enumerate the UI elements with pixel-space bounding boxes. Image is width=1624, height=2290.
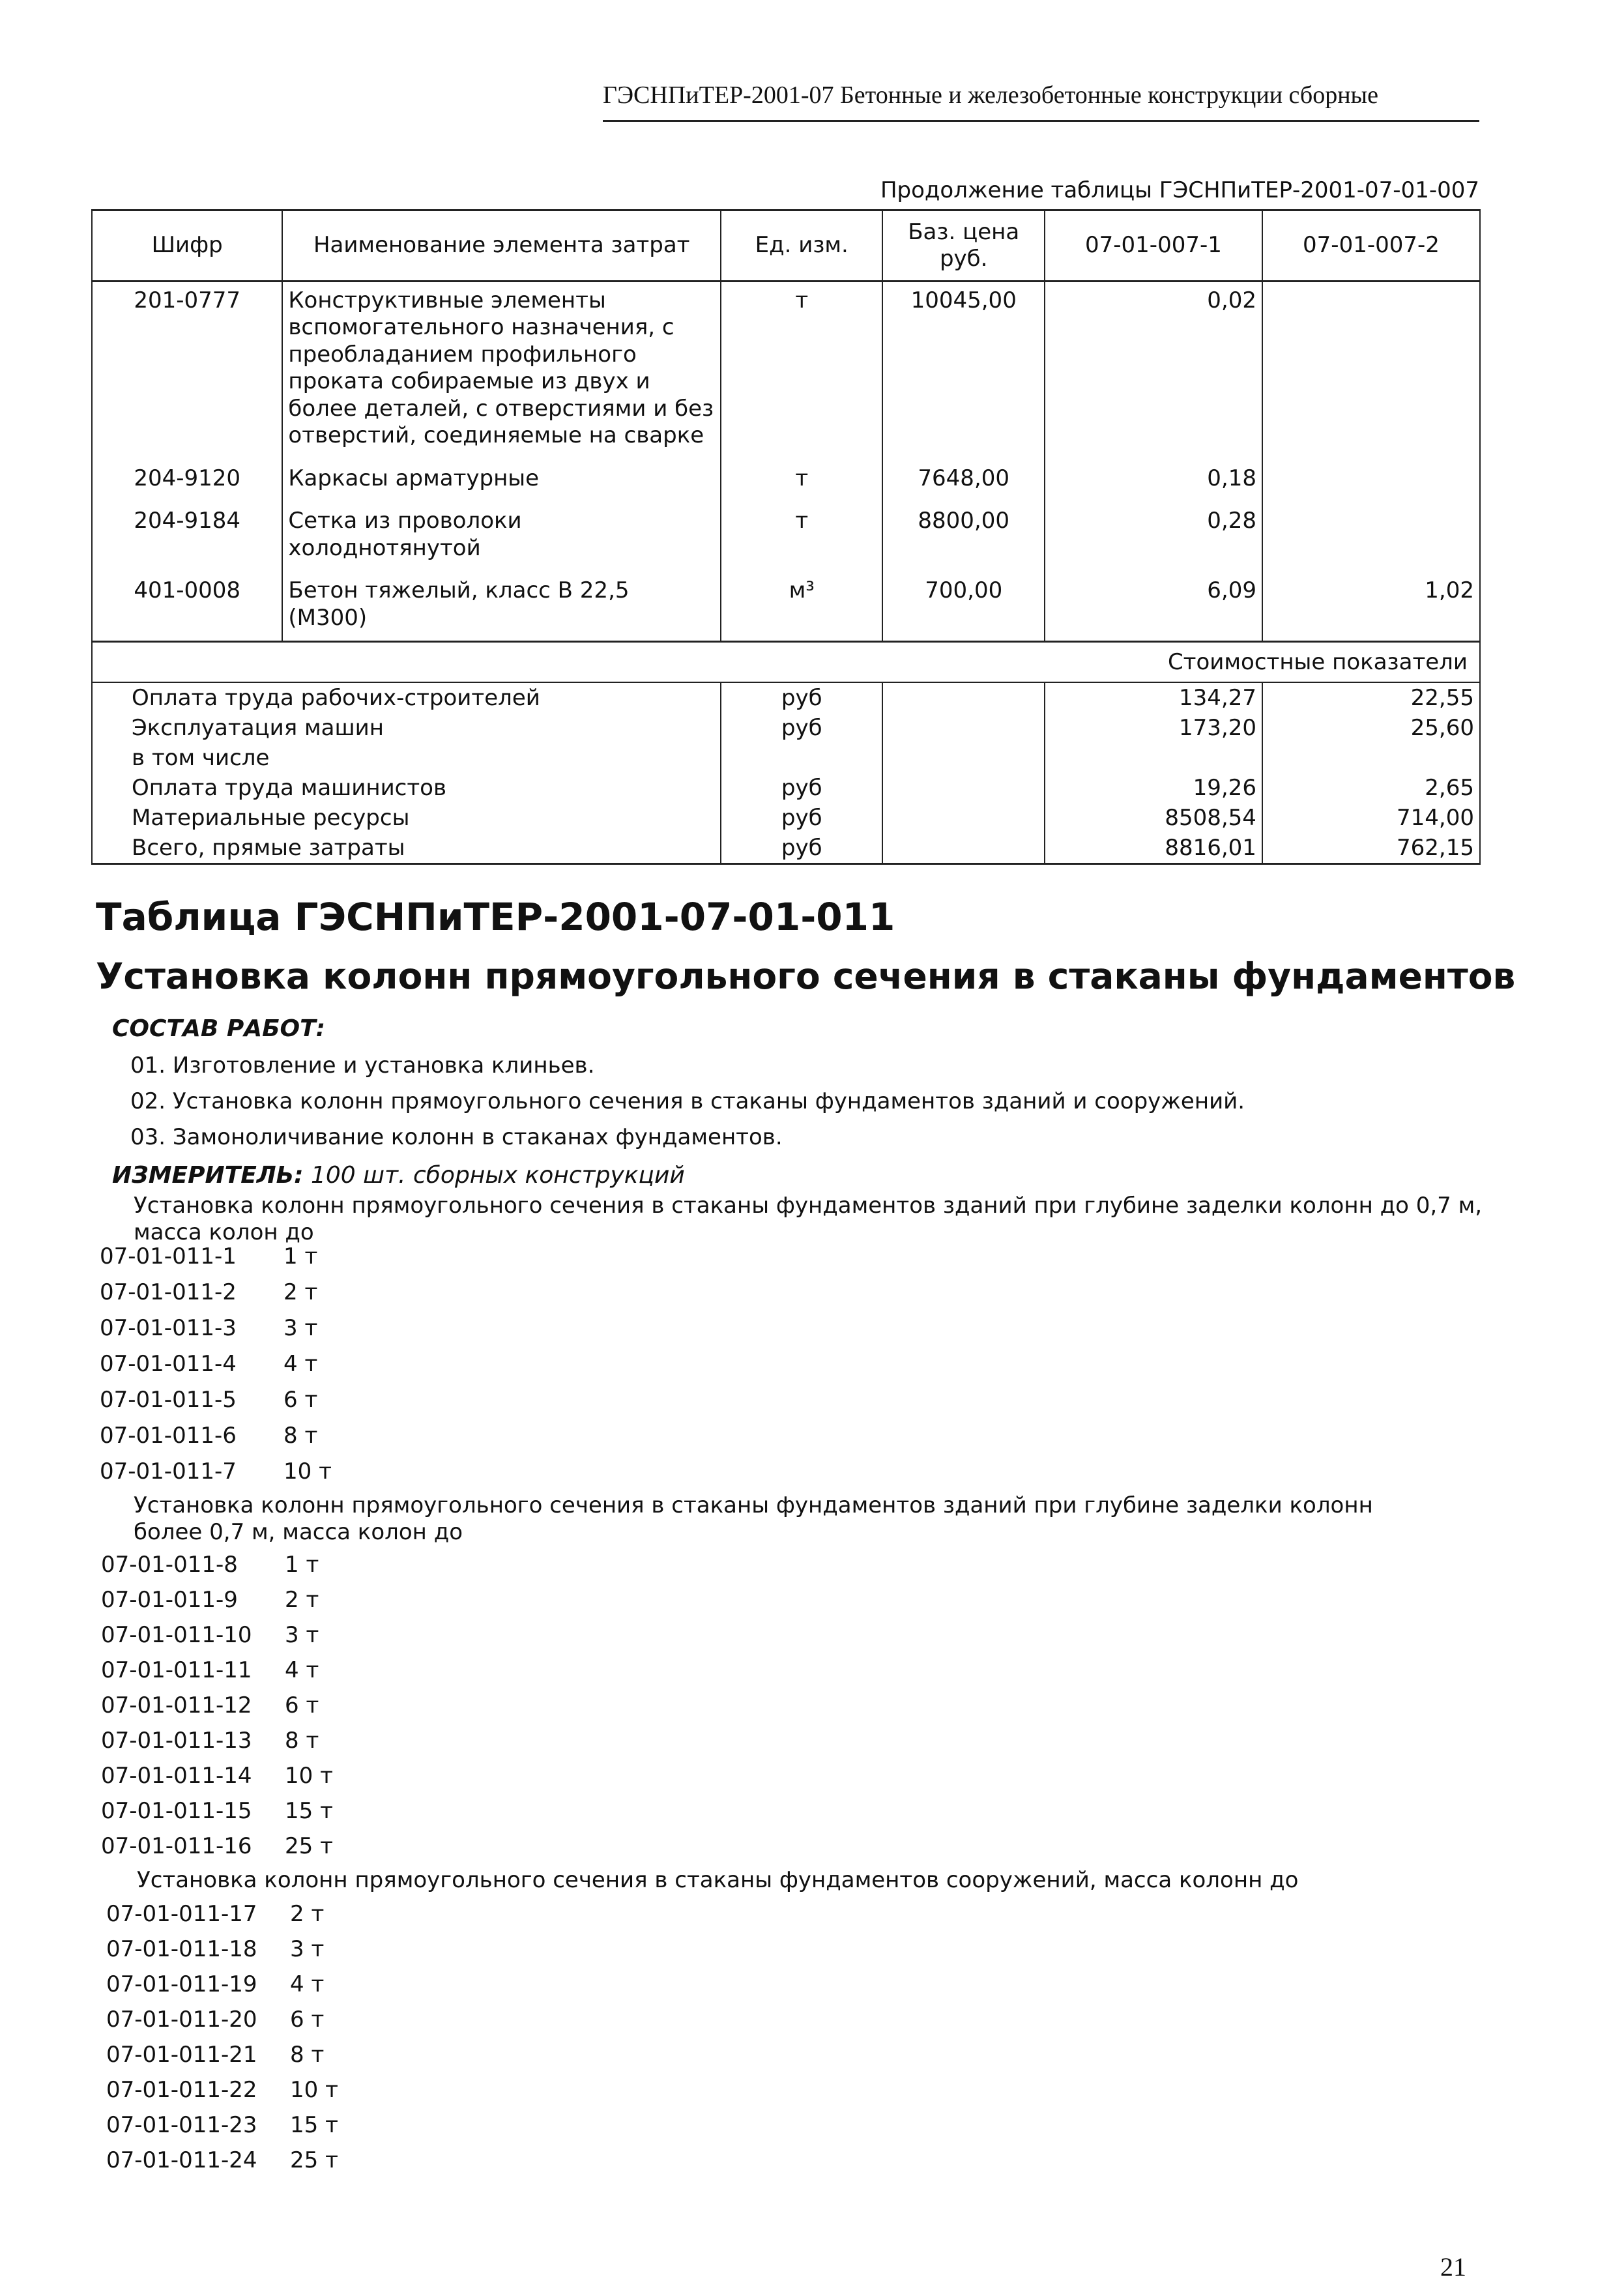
rate-code: 07-01-011-14 (101, 1763, 252, 1789)
summary-value-1: 134,27 (1045, 682, 1262, 713)
rate-item (100, 1351, 317, 1377)
cost-table (91, 209, 1481, 865)
table-header-row (92, 210, 1480, 282)
summary-label: Оплата труда рабочих-строителей (92, 682, 721, 713)
row-value-1: 0,02 (1045, 282, 1262, 459)
summary-empty (882, 833, 1044, 864)
rate-item (106, 1901, 324, 1927)
table-row (92, 501, 1480, 571)
summary-empty (882, 773, 1044, 803)
rate-item (101, 1552, 319, 1578)
summary-value-1 (1045, 743, 1262, 773)
row-price: 10045,00 (882, 282, 1044, 459)
row-value-2 (1262, 282, 1480, 459)
summary-empty (882, 803, 1044, 833)
rate-code: 07-01-011-11 (101, 1657, 252, 1683)
group-description: Установка колонн прямоугольного сечения в стаканы фундаментов сооружений, масса колонн до (137, 1867, 1299, 1893)
summary-value-2: 22,55 (1262, 682, 1480, 713)
indicators-label: Стоимостные показатели (92, 642, 1480, 683)
rate-mass: 6 т (283, 1387, 318, 1413)
row-name: Каркасы арматурные (282, 459, 721, 501)
rate-item (100, 1423, 317, 1449)
col-header-unit: Ед. изм. (721, 210, 882, 282)
rate-mass: 25 т (285, 1833, 333, 1859)
rate-item (101, 1763, 333, 1789)
row-unit: т (721, 501, 882, 571)
section-title: Установка колонн прямоугольного сечения в стаканы фундаментов (96, 955, 1516, 997)
row-name: Сетка из проволоки холоднотянутой (282, 501, 721, 571)
rate-code: 07-01-011-3 (100, 1315, 237, 1341)
rate-code: 07-01-011-12 (101, 1692, 252, 1718)
rate-code: 07-01-011-13 (101, 1728, 252, 1754)
rate-mass: 6 т (290, 2007, 325, 2033)
rate-code: 07-01-011-5 (100, 1387, 237, 1413)
rate-item (106, 2147, 338, 2173)
summary-unit: руб (721, 773, 882, 803)
rate-mass: 10 т (285, 1763, 333, 1789)
rate-item (106, 2112, 338, 2138)
rate-mass: 15 т (290, 2112, 338, 2138)
summary-row (92, 713, 1480, 743)
rate-item (101, 1833, 333, 1859)
measure-line (112, 1162, 685, 1189)
composition-heading: СОСТАВ РАБОТ: (112, 1015, 326, 1042)
summary-value-2: 2,65 (1262, 773, 1480, 803)
rate-mass: 4 т (283, 1351, 318, 1377)
rate-code: 07-01-011-6 (100, 1423, 237, 1449)
col-header-rate2: 07-01-007-2 (1262, 210, 1480, 282)
table-row (92, 459, 1480, 501)
summary-unit (721, 743, 882, 773)
summary-empty (882, 682, 1044, 713)
rate-item (101, 1587, 319, 1613)
rate-code: 07-01-011-15 (101, 1798, 252, 1824)
summary-value-1: 8508,54 (1045, 803, 1262, 833)
page-header: ГЭСНПиТЕР-2001-07 Бетонные и железобетонные конструкции сборные (603, 81, 1378, 109)
rate-code: 07-01-011-23 (106, 2112, 257, 2138)
rate-code: 07-01-011-16 (101, 1833, 252, 1859)
rate-mass: 15 т (285, 1798, 333, 1824)
rate-mass: 2 т (285, 1587, 319, 1613)
summary-empty (882, 713, 1044, 743)
rate-code: 07-01-011-22 (106, 2077, 257, 2103)
rate-mass: 6 т (285, 1692, 319, 1718)
row-name: Бетон тяжелый, класс В 22,5 (М300) (282, 571, 721, 641)
rate-item (106, 1971, 324, 1997)
group-description: Установка колонн прямоугольного сечения в стаканы фундаментов зданий при глубине заделки колонн до 0,7 м, масса колон до (134, 1193, 1483, 1245)
rate-item (100, 1387, 317, 1413)
measure-value: 100 шт. сборных конструкций (310, 1162, 685, 1189)
rate-item (106, 2042, 324, 2068)
summary-value-2: 25,60 (1262, 713, 1480, 743)
summary-row (92, 833, 1480, 864)
row-price: 8800,00 (882, 501, 1044, 571)
rate-item (106, 1936, 324, 1962)
rate-code: 07-01-011-17 (106, 1901, 257, 1927)
rate-mass: 4 т (290, 1971, 325, 1997)
rate-item (101, 1728, 319, 1754)
row-code: 401-0008 (92, 571, 282, 641)
rate-code: 07-01-011-18 (106, 1936, 257, 1962)
col-header-code: Шифр (92, 210, 282, 282)
work-item: 02. Установка колонн прямоугольного сечения в стаканы фундаментов зданий и сооружений. (130, 1088, 1245, 1114)
summary-value-1: 19,26 (1045, 773, 1262, 803)
row-value-1: 0,18 (1045, 459, 1262, 501)
rate-mass: 25 т (290, 2147, 338, 2173)
row-value-2 (1262, 501, 1480, 571)
header-divider (603, 120, 1479, 122)
summary-label: Материальные ресурсы (92, 803, 721, 833)
rate-mass: 2 т (283, 1279, 318, 1305)
row-code: 204-9184 (92, 501, 282, 571)
rate-code: 07-01-011-10 (101, 1622, 252, 1648)
summary-value-2: 762,15 (1262, 833, 1480, 864)
rate-mass: 1 т (285, 1552, 319, 1578)
row-unit: т (721, 459, 882, 501)
rate-code: 07-01-011-21 (106, 2042, 257, 2068)
summary-row (92, 682, 1480, 713)
summary-empty (882, 743, 1044, 773)
rate-mass: 3 т (283, 1315, 318, 1341)
rate-item (100, 1458, 332, 1485)
rate-mass: 10 т (290, 2077, 338, 2103)
summary-unit: руб (721, 833, 882, 864)
rate-code: 07-01-011-4 (100, 1351, 237, 1377)
summary-value-1: 173,20 (1045, 713, 1262, 743)
rate-mass: 2 т (290, 1901, 325, 1927)
row-value-2 (1262, 459, 1480, 501)
rate-item (100, 1279, 317, 1305)
rate-mass: 3 т (285, 1622, 319, 1648)
rate-mass: 10 т (283, 1458, 332, 1485)
rate-code: 07-01-011-7 (100, 1458, 237, 1485)
rate-code: 07-01-011-9 (101, 1587, 238, 1613)
row-name: Конструктивные элементы вспомогательного назначения, с преобладанием профильного проката собираемые из двух и более деталей, с отверстиями и без отверстий, соединяемые на сварке (282, 282, 721, 459)
rate-code: 07-01-011-19 (106, 1971, 257, 1997)
row-unit: т (721, 282, 882, 459)
col-header-name: Наименование элемента затрат (282, 210, 721, 282)
row-code: 204-9120 (92, 459, 282, 501)
rate-item (106, 2007, 324, 2033)
col-header-rate1: 07-01-007-1 (1045, 210, 1262, 282)
rate-item (106, 2077, 338, 2103)
summary-unit: руб (721, 682, 882, 713)
rate-code: 07-01-011-20 (106, 2007, 257, 2033)
rate-mass: 8 т (285, 1728, 319, 1754)
summary-value-2 (1262, 743, 1480, 773)
rate-item (100, 1243, 317, 1269)
rate-item (101, 1798, 333, 1824)
rate-mass: 8 т (290, 2042, 325, 2068)
rate-mass: 4 т (285, 1657, 319, 1683)
row-value-1: 6,09 (1045, 571, 1262, 641)
summary-row (92, 743, 1480, 773)
rate-item (101, 1657, 319, 1683)
table-title: Таблица ГЭСНПиТЕР-2001-07-01-011 (96, 895, 895, 939)
summary-label: в том числе (92, 743, 721, 773)
summary-row (92, 803, 1480, 833)
row-price: 7648,00 (882, 459, 1044, 501)
rate-item (101, 1622, 319, 1648)
rate-mass: 3 т (290, 1936, 325, 1962)
rate-code: 07-01-011-2 (100, 1279, 237, 1305)
col-header-price: Баз. цена руб. (882, 210, 1044, 282)
summary-label: Всего, прямые затраты (92, 833, 721, 864)
rate-code: 07-01-011-1 (100, 1243, 237, 1269)
summary-label: Эксплуатация машин (92, 713, 721, 743)
rate-mass: 1 т (283, 1243, 318, 1269)
row-price: 700,00 (882, 571, 1044, 641)
work-item: 01. Изготовление и установка клиньев. (130, 1052, 595, 1079)
row-unit: м³ (721, 571, 882, 641)
rate-item (101, 1692, 319, 1718)
summary-unit: руб (721, 713, 882, 743)
rate-code: 07-01-011-8 (101, 1552, 238, 1578)
table-row (92, 282, 1480, 459)
summary-unit: руб (721, 803, 882, 833)
summary-row (92, 773, 1480, 803)
summary-label: Оплата труда машинистов (92, 773, 721, 803)
row-value-2: 1,02 (1262, 571, 1480, 641)
summary-value-2: 714,00 (1262, 803, 1480, 833)
group-description: Установка колонн прямоугольного сечения в стаканы фундаментов зданий при глубине заделки колонн более 0,7 м, масса колон до (134, 1492, 1373, 1545)
rate-item (100, 1315, 317, 1341)
rate-mass: 8 т (283, 1423, 318, 1449)
table-row (92, 571, 1480, 641)
row-value-1: 0,28 (1045, 501, 1262, 571)
measure-label: ИЗМЕРИТЕЛЬ: (112, 1162, 304, 1189)
table-continuation-label: Продолжение таблицы ГЭСНПиТЕР-2001-07-01-007 (880, 177, 1479, 203)
indicators-row (92, 642, 1480, 683)
page-number: 21 (1440, 2252, 1466, 2282)
row-code: 201-0777 (92, 282, 282, 459)
summary-value-1: 8816,01 (1045, 833, 1262, 864)
rate-code: 07-01-011-24 (106, 2147, 257, 2173)
work-item: 03. Замоноличивание колонн в стаканах фундаментов. (130, 1124, 783, 1150)
